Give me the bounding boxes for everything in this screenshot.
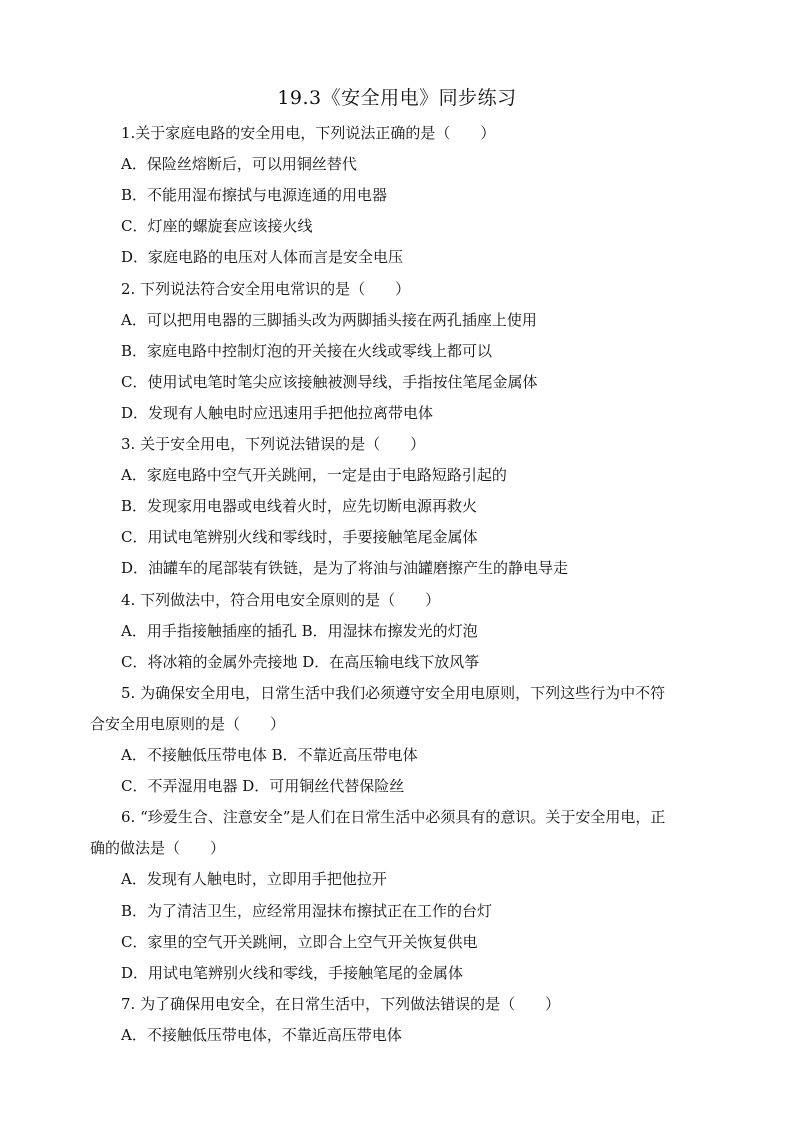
- question-stem: 2. 下列说法符合安全用电常识的是（ ）: [121, 280, 411, 298]
- answer-option: D．家庭电路的电压对人体而言是安全电压: [121, 248, 404, 266]
- question-stem: 4. 下列做法中，符合用电安全原则的是（ ）: [121, 591, 441, 609]
- question-stem: 7. 为了确保用电安全，在日常生活中，下列做法错误的是（ ）: [121, 995, 561, 1013]
- answer-option: A．家庭电路中空气开关跳闸，一定是由于电路短路引起的: [121, 466, 507, 484]
- answer-option: B．不能用湿布擦拭与电源连通的用电器: [121, 186, 388, 204]
- answer-option: C．使用试电笔时笔尖应该接触被测导线，手指按住笔尾金属体: [121, 373, 538, 391]
- answer-option: A．不接触低压带电体 B．不靠近高压带电体: [121, 746, 418, 764]
- answer-option: D．油罐车的尾部装有铁链，是为了将油与油罐磨擦产生的静电导走: [121, 559, 569, 577]
- page-title: 19.3《安全用电》同步练习: [277, 87, 517, 109]
- answer-option: A．可以把用电器的三脚插头改为两脚插头接在两孔插座上使用: [121, 311, 537, 329]
- answer-option: C．用试电笔辨别火线和零线时，手要接触笔尾金属体: [121, 528, 478, 546]
- answer-option: C．不弄湿用电器 D．可用铜丝代替保险丝: [121, 777, 405, 795]
- answer-option: C．将冰箱的金属外壳接地 D．在高压输电线下放风筝: [121, 653, 480, 671]
- question-stem-continued: 确的做法是（ ）: [90, 839, 226, 857]
- answer-option: B．为了清洁卫生，应经常用湿抹布擦拭正在工作的台灯: [121, 902, 493, 920]
- question-stem-continued: 合安全用电原则的是（ ）: [90, 715, 286, 733]
- question-stem: 1.关于家庭电路的安全用电，下列说法正确的是（ ）: [121, 124, 496, 142]
- answer-option: A．保险丝熔断后，可以用铜丝替代: [121, 155, 357, 173]
- question-stem: 3. 关于安全用电，下列说法错误的是（ ）: [121, 435, 426, 453]
- answer-option: B．家庭电路中控制灯泡的开关接在火线或零线上都可以: [121, 342, 493, 360]
- answer-option: B．发现家用电器或电线着火时，应先切断电源再救火: [121, 497, 478, 515]
- answer-option: A．发现有人触电时，立即用手把他拉开: [121, 870, 387, 888]
- answer-option: D．发现有人触电时应迅速用手把他拉离带电体: [121, 404, 434, 422]
- answer-option: C．灯座的螺旋套应该接火线: [121, 217, 313, 235]
- answer-option: A．不接触低压带电体，不靠近高压带电体: [121, 1026, 402, 1044]
- answer-option: A．用手指接触插座的插孔 B．用湿抹布擦发光的灯泡: [121, 622, 478, 640]
- answer-option: D．用试电笔辨别火线和零线，手接触笔尾的金属体: [121, 964, 464, 982]
- question-stem: 5. 为确保安全用电，日常生活中我们必须遵守安全用电原则，下列这些行为中不符: [121, 684, 666, 702]
- answer-option: C．家里的空气开关跳闸，立即合上空气开关恢复供电: [121, 933, 478, 951]
- question-stem: 6. “珍爱生合、注意安全”是人们在日常生活中必须具有的意识。关于安全用电，正: [121, 808, 666, 826]
